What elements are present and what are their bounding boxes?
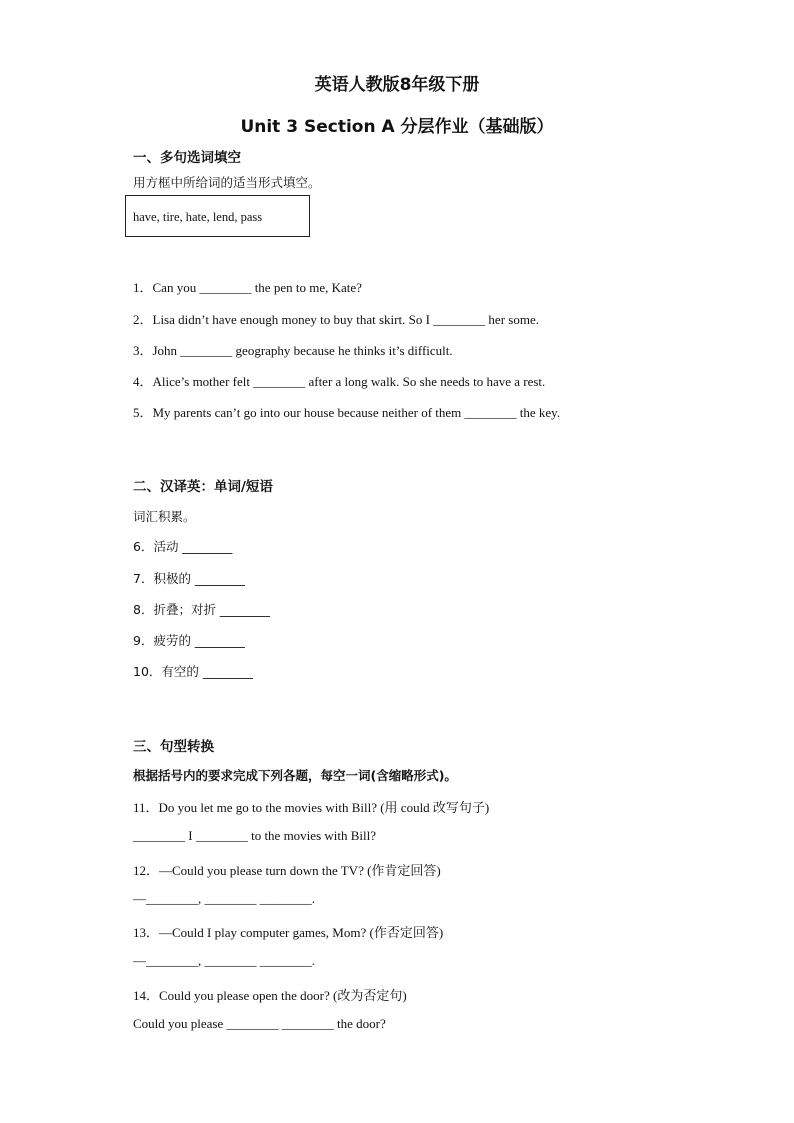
question-7: 7．积极的 ________ [133,571,245,586]
question-14: 14．Could you please open the door? (改为否定句) [133,988,407,1003]
answer-14: Could you please ________ ________ the door? [133,1016,386,1031]
section2-instruction: 词汇积累。 [133,509,196,524]
question-12: 12．—Could you please turn down the TV? (作肯定回答) [133,863,441,878]
question-9: 9．疲劳的 ________ [133,633,245,648]
question-5: 5．My parents can’t go into our house because neither of them ________ the key. [133,405,561,420]
question-6: 6．活动 ________ [133,539,233,554]
answer-13: —________, ________ ________. [133,953,315,968]
word-box-text: have, tire, hate, lend, pass [133,210,263,224]
section3-heading: 三、句型转换 [133,739,214,755]
section3-instruction: 根据括号内的要求完成下列各题，每空一词(含缩略形式)。 [133,768,457,783]
question-3: 3．John ________ geography because he thinks it’s difficult. [133,343,453,358]
section1-heading: 一、多句选词填空 [133,150,241,166]
answer-12: —________, ________ ________. [133,891,315,906]
question-10: 10．有空的 ________ [133,664,253,679]
question-2: 2．Lisa didn’t have enough money to buy that skirt. So I ________ her some. [133,312,539,327]
question-4: 4．Alice’s mother felt ________ after a long walk. So she needs to have a rest. [133,374,546,389]
section1-instruction: 用方框中所给词的适当形式填空。 [133,175,321,190]
worksheet-title: 英语人教版8年级下册 [314,75,480,95]
question-8: 8．折叠；对折 ________ [133,602,270,617]
section2-heading: 二、汉译英：单词/短语 [133,479,273,495]
worksheet-subtitle: Unit 3 Section A 分层作业（基础版） [240,117,554,137]
question-13: 13．—Could I play computer games, Mom? (作否定回答) [133,925,444,940]
answer-11: ________ I ________ to the movies with Bill? [133,828,377,843]
question-11: 11．Do you let me go to the movies with Bill? (用 could 改写句子) [133,800,490,815]
word-box [125,195,310,237]
question-1: 1．Can you ________ the pen to me, Kate? [133,280,362,295]
